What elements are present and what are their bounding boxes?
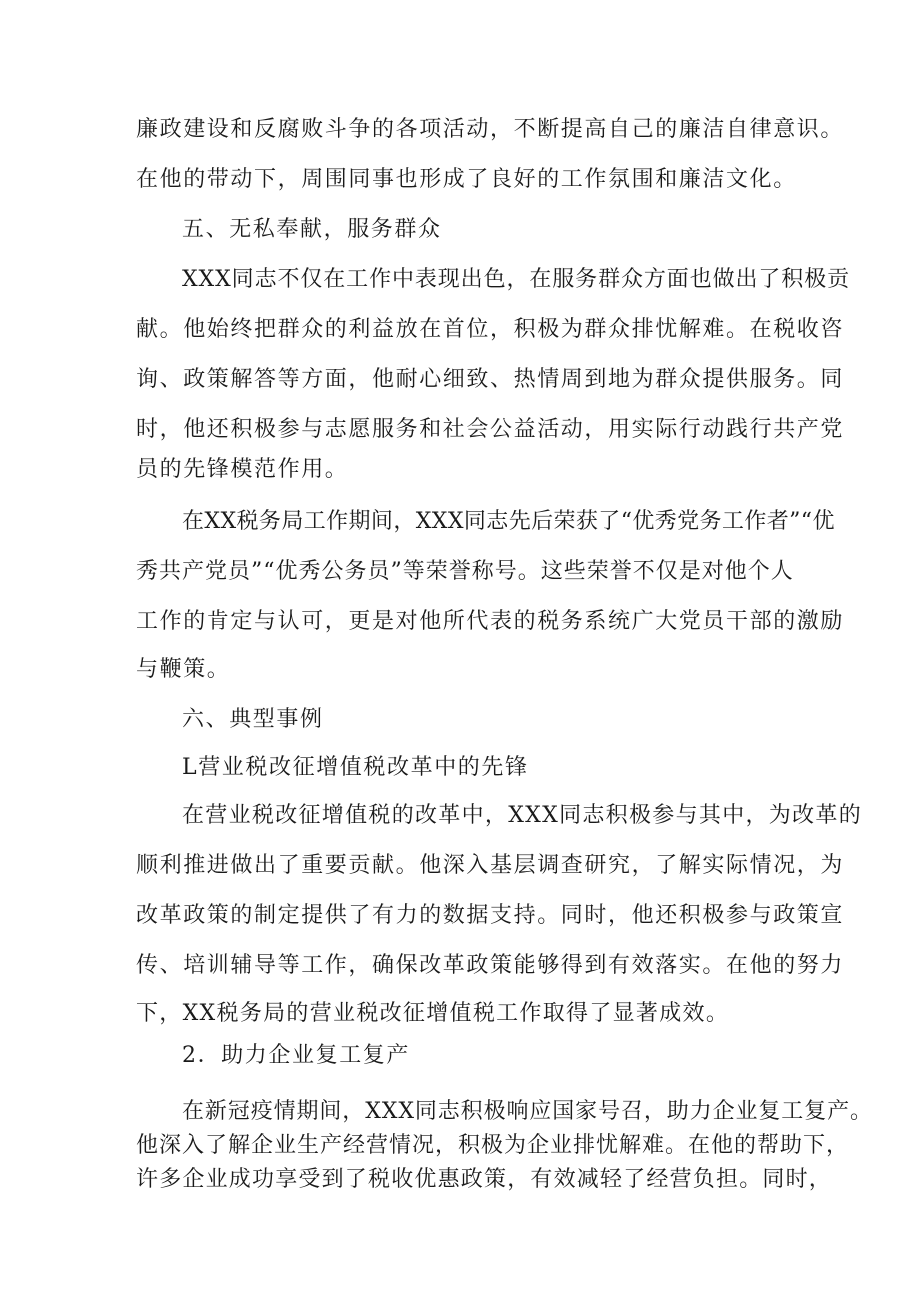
- section-heading: 六、典型事例: [182, 707, 324, 732]
- body-text-line: 秀共产党员”“优秀公务员”等荣誉称号。这些荣誉不仅是对他个人: [136, 559, 794, 584]
- subsection-heading: L营业税改征增值税改革中的先锋: [182, 755, 529, 780]
- subsection-heading: 2．助力企业复工复产: [182, 1043, 410, 1068]
- body-text-line: 时，他还积极参与志愿服务和社会公益活动，用实际行动践行共产党: [136, 417, 845, 442]
- body-text-line: 下，XX税务局的营业税改征增值税工作取得了显著成效。: [136, 1001, 730, 1026]
- body-text-line: 在新冠疫情期间，XXX同志积极响应国家号召，助力企业复工复产。: [182, 1099, 873, 1124]
- body-text-line: 在XX税务局工作期间，XXX同志先后荣获了“优秀党务工作者”“优: [182, 509, 835, 534]
- body-text-line: 传、培训辅导等工作，确保改革政策能够得到有效落实。在他的努力: [136, 953, 845, 978]
- body-text-line: 员的先锋模范作用。: [136, 457, 349, 482]
- body-text-line: 顺利推进做出了重要贡献。他深入基层调查研究，了解实际情况，为: [136, 853, 845, 878]
- body-text-line: 许多企业成功享受到了税收优惠政策，有效减轻了经营负担。同时，: [136, 1167, 833, 1192]
- body-text-line: XXX同志不仅在工作中表现出色，在服务群众方面也做出了积极贡: [182, 267, 850, 292]
- body-text-line: 献。他始终把群众的利益放在首位，积极为群众排忧解难。在税收咨: [136, 317, 845, 342]
- body-text-line: 改革政策的制定提供了有力的数据支持。同时，他还积极参与政策宣: [136, 903, 845, 928]
- section-heading: 五、无私奉献，服务群众: [182, 217, 442, 242]
- body-text-line: 工作的肯定与认可，更是对他所代表的税务系统广大党员干部的激励: [136, 609, 845, 634]
- body-text-line: 在他的带动下，周围同事也形成了良好的工作氛围和廉洁文化。: [136, 167, 797, 192]
- body-text-line: 廉政建设和反腐败斗争的各项活动，不断提高自己的廉洁自律意识。: [136, 117, 845, 142]
- body-text-line: 他深入了解企业生产经营情况，积极为企业排忧解难。在他的帮助下，: [136, 1133, 850, 1158]
- body-text-line: 在营业税改征增值税的改革中，XXX同志积极参与其中，为改革的: [182, 803, 862, 828]
- body-text-line: 与鞭策。: [136, 657, 231, 682]
- body-text-line: 询、政策解答等方面，他耐心细致、热情周到地为群众提供服务。同: [136, 367, 845, 392]
